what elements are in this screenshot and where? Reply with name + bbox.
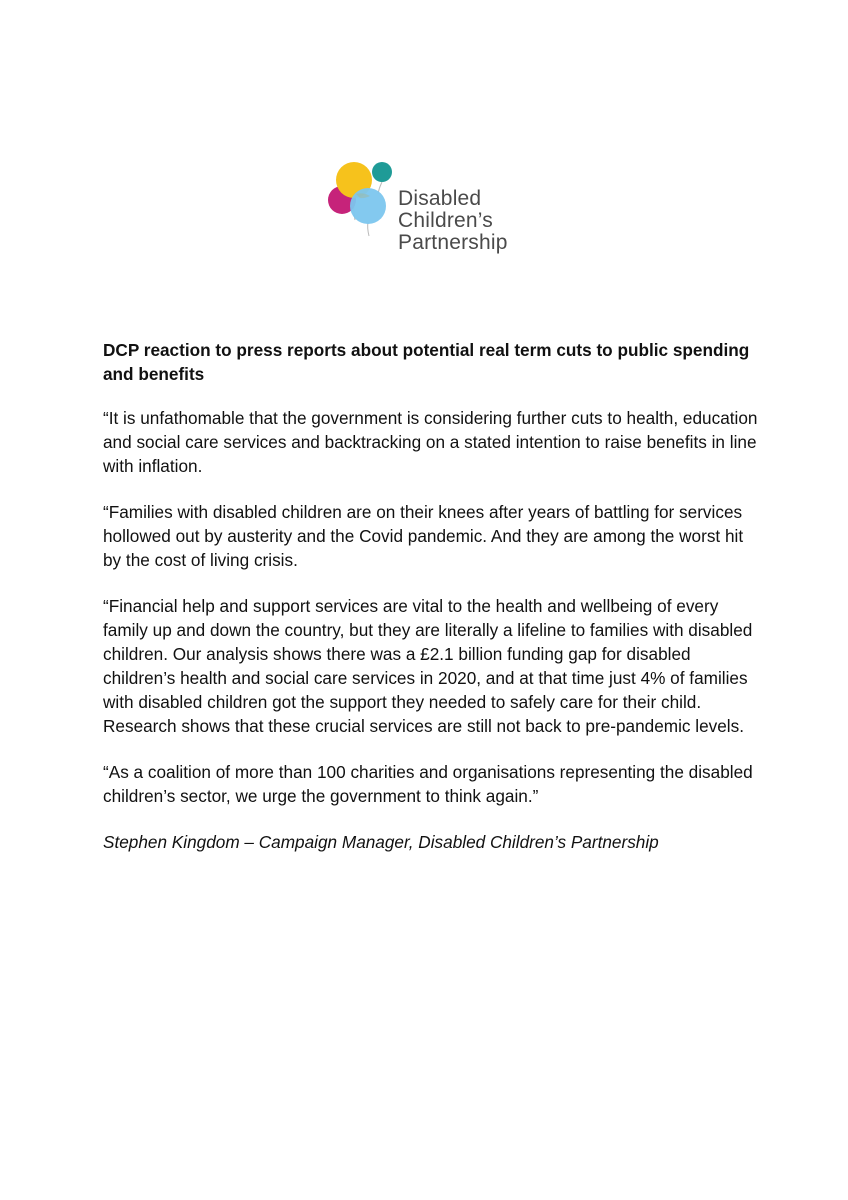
- statement-headline: DCP reaction to press reports about potential real term cuts to public spending and benefits: [103, 340, 750, 384]
- dcp-logo: [324, 158, 524, 262]
- logo-text-line-3: Partnership: [398, 231, 508, 254]
- statement-paragraph-2: “Families with disabled children are on their knees after years of battling for services hollowed out by austerity and the Covid pandemic. And they are among the worst hit by the cost of living crisis.: [103, 502, 744, 570]
- statement-signature: Stephen Kingdom – Campaign Manager, Disabled Children’s Partnership: [103, 832, 659, 852]
- statement-paragraph-4: “As a coalition of more than 100 charities and organisations representing the disabled children’s sector, we urge the government to think again.”: [103, 762, 753, 806]
- logo-text-line-2: Children’s: [398, 209, 493, 232]
- statement-paragraph-3: “Financial help and support services are vital to the health and wellbeing of every family up and down the country, but they are literally a lifeline to families with disabled children. Our analysis shows there was a £2.1 billion funding gap for disabled children’s health and social care services in 2020, and at that time just 4% of families with disabled children got the support they needed to safely care for their child. Research shows that these crucial services are still not back to pre-pandemic levels.: [103, 596, 753, 736]
- balloons-logo-icon: [324, 158, 396, 238]
- logo-wordmark: [398, 188, 508, 254]
- statement-paragraph-1: “It is unfathomable that the government is considering further cuts to health, education and social care services and backtracking on a stated intention to raise benefits in line with inflation.: [103, 408, 758, 476]
- press-statement: [103, 338, 763, 854]
- logo-text-line-1: Disabled: [398, 187, 482, 210]
